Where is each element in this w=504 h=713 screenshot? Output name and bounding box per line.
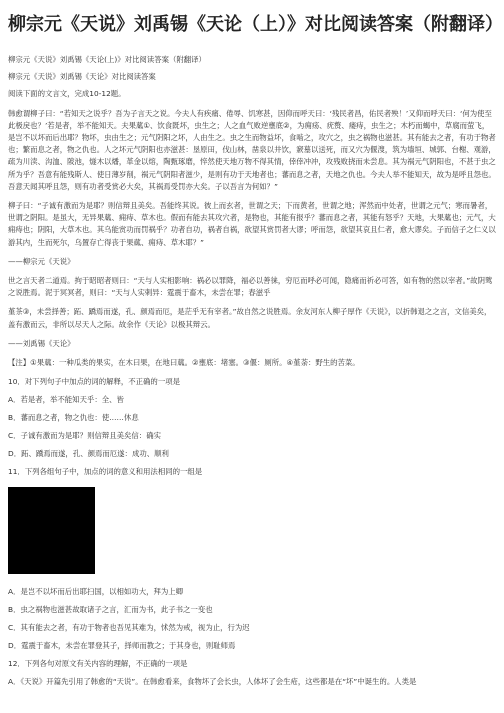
question-11: 11．下列各组句子中，加点的词的意义和用法相同的一组是 bbox=[8, 467, 203, 477]
question-10: 10．对下列句子中加点的词的解释，不正确的一项是 bbox=[8, 377, 181, 387]
option-11c: C．其有能去之者，有功于物者也吾见其难为，怵然为戒，视为止，行为迟 bbox=[8, 623, 250, 633]
option-10b: B．蕃而息之者，物之仇也：使……休息 bbox=[8, 413, 139, 423]
option-10d: D．跖、蹻焉而遂，孔、颜焉而厄遂：成功、顺利 bbox=[8, 449, 169, 459]
option-10c: C．子诚有激而为是耶？则信辩且美矣信：确实 bbox=[8, 431, 161, 441]
paragraph: 韩愈谓柳子曰：“若知天之说乎？吾为子言天之说。今夫人有疾痛、倦辱、饥寒甚，因仰而呼天曰：‘残民者昌，佑民者殃！’又仰而呼天曰：‘何为使至此极戾也？’若是者，举不能知天。夫果蓏①、饮食既坏，虫生之；人之血气败逆壅底②，为痈疡、疣赘、瘘痔，虫生之；木朽而蝎中，草腐而萤飞，是岂不以坏而后出耶？物坏，虫由生之；元气阴阳之坏，人由生之。虫之生而物益坏，食啮之，攻穴之，虫之祸物也滋甚。其有能去之者，有功于物者也；繁而息之者，物之仇也。人之坏元气阴阳也亦滋甚：垦原田，伐山林，凿泉以井饮，窾墓以送死，而又穴为偃溲，筑为墙垣、城郭、台榭、观游，疏为川渎、沟洫、陂池，燧木以燔，革金以熔，陶甄琢磨，悴然使天地万物不得其情，倖倖冲冲，攻残败挠而未尝息。其为祸元气阴阳也，不甚于虫之所为乎？吾意有能残斯人、使日薄岁削，祸元气阴阳者滋少，是则有功于天地者也；蕃而息之者，天地之仇也。今夫人举不能知天，故为是呼且怨也。吾意天闻其呼且怨，则有功者受赏必大矣，其祸焉受罚亦大矣。子以吾言为何如？” bbox=[8, 108, 496, 191]
page-title: 柳宗元《天说》刘禹锡《天论（上）》对比阅读答案（附翻译） bbox=[8, 14, 503, 35]
source-line: ——柳宗元《天说》 bbox=[8, 256, 75, 266]
paragraph: 柳子曰：“子诚有激而为是耶？则信辩且美矣。吾能终其说。彼上而玄者，世谓之天；下而黄者，世谓之地；浑然而中处者，世谓之元气；寒而暑者，世谓之阴阳。是虽大，无异果蓏、痈痔、草木也。假而有能去其攻穴者，是物也，其能有报乎？蕃而息之者，其能有怒乎？天地，大果蓏也；元气，大痈痔也；阴阳，大草木也。其乌能赏功而罚祸乎？功者自功，祸者自祸，欲望其赏罚者大谬；呼而怨，欲望其哀且仁者，愈大谬矣。子而信子之仁义以游其内，生而死尔，乌置存亡得丧于果蓏、痈痔、草木耶？” bbox=[8, 201, 496, 247]
subtitle-line: 柳宗元《天说》刘禹锡《天论》对比阅读答案 bbox=[8, 72, 156, 82]
note-text: 【注】①果蓏：一种瓜类的果实，在木曰果，在地曰蓏。②壅底：堵塞。③偃：厕所。④堇荼：野生的苦菜。 bbox=[8, 358, 360, 368]
option-11b: B．虫之祸物也滋甚故取诸子之言，汇而为书，此子书之一变也 bbox=[8, 605, 213, 615]
source-line: ——刘禹锡《天论》 bbox=[8, 338, 75, 348]
option-10a: A．若是者，举不能知天乎：全、皆 bbox=[8, 395, 124, 405]
blacked-out-image bbox=[8, 487, 95, 574]
option-11a: A．是岂不以坏而后出耶扫国，以相如功大，拜为上卿 bbox=[8, 587, 184, 597]
question-12: 12．下列各句对原文有关内容的理解，不正确的一项是 bbox=[8, 659, 188, 669]
instruction-text: 阅读下面的文言文，完成10-12题。 bbox=[8, 89, 126, 99]
subtitle-line: 柳宗元《天说》刘禹锡《天论(上)》对比阅读答案（附翻译） bbox=[8, 55, 206, 64]
paragraph: 世之言天者二道焉。拘于昭昭者则曰：“天与人实相影响：祸必以罪降，福必以善徕，穷厄而呼必可闻，隐痛而祈必可答，如有物的然以宰者。”故阴骘之说胜焉。泥于冥冥者，则曰：“天与人实剌异：霆震于畜木，未尝在罪；春滋乎 bbox=[8, 276, 493, 298]
option-12a: A．《天说》开篇先引用了韩愈的“天说”。在韩愈看来，食物坏了会长虫，人体坏了会生疮，这些都是在“坏”中诞生的。人类是 bbox=[8, 677, 417, 687]
paragraph: 堇茶③，未尝择善；跖、蹻焉而遂，孔、颜焉而厄，是茫乎无有宰者。”故自然之说胜焉。余友河东人柳子厚作《天说》，以折韩退之之言，文信美矣，盖有激而云，非所以尽天人之际。故余作《天论》以极其辩云。 bbox=[8, 307, 492, 329]
option-11d: D．霆震于畜木，未尝在罪登其子，择师而教之；于其身也，则耻师焉 bbox=[8, 641, 236, 651]
